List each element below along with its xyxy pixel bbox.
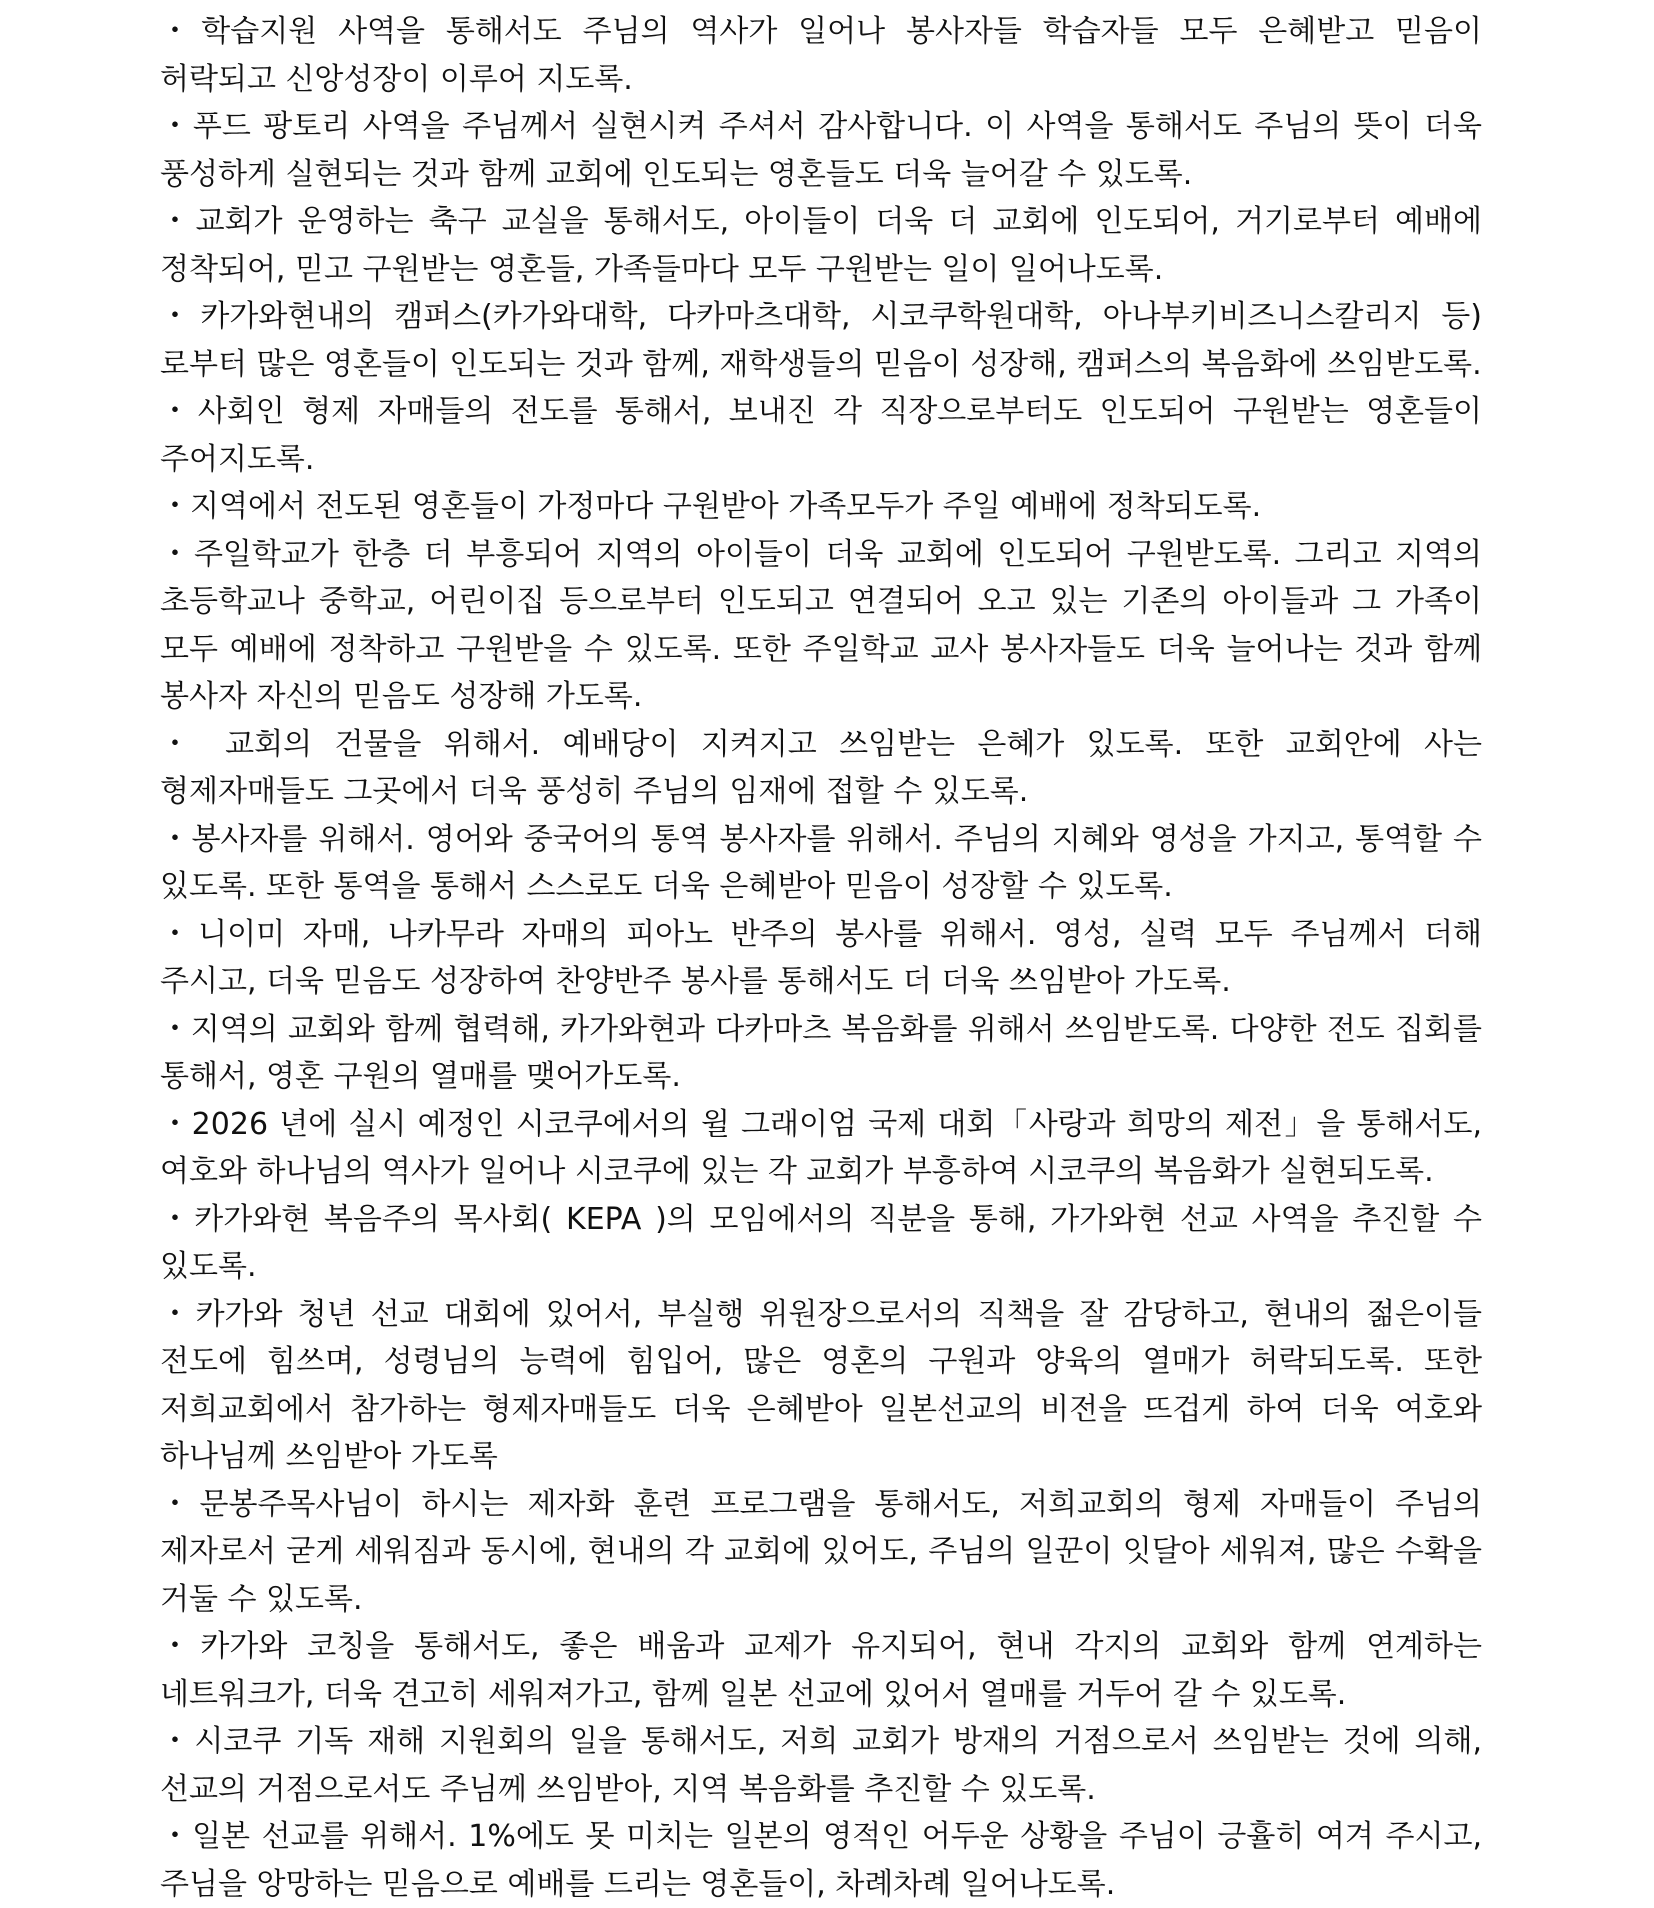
prayer-item: ・카가와현내의 캠퍼스(카가와대학, 다카마츠대학, 시코쿠학원대학, 아나부키비즈니스칼리지 등)로부터 많은 영혼들이 인도되는 것과 함께, 재학생들의 믿음이 성장해, 캠퍼스의 복음화에 쓰임받도록. <box>160 299 1482 382</box>
prayer-item: ・시코쿠 기독 재해 지원회의 일을 통해서도, 저희 교회가 방재의 거점으로서 쓰임받는 것에 의해, 선교의 거점으로서도 주님께 쓰임받아, 지역 복음화를 추진할 수 있도록. <box>160 1724 1482 1807</box>
prayer-item: ・사회인 형제 자매들의 전도를 통해서, 보내진 각 직장으로부터도 인도되어 구원받는 영혼들이 주어지도록. <box>160 394 1482 477</box>
prayer-item: ・푸드 팡토리 사역을 주님께서 실현시켜 주셔서 감사합니다. 이 사역을 통해서도 주님의 뜻이 더욱 풍성하게 실현되는 것과 함께 교회에 인도되는 영혼들도 더욱 늘어갈 수 있도록. <box>160 109 1482 192</box>
prayer-item: ・카가와 청년 선교 대회에 있어서, 부실행 위원장으로서의 직책을 잘 감당하고, 현내의 젊은이들 전도에 힘쓰며, 성령님의 능력에 힘입어, 많은 영혼의 구원과 양육의 열매가 허락되도록. 또한 저희교회에서 참가하는 형제자매들도 더욱 은혜받아 일본선교의 비전을 뜨겁게 하여 더욱 여호와 하나님께 쓰임받아 가도록 <box>160 1296 1482 1474</box>
prayer-item: ・니이미 자매, 나카무라 자매의 피아노 반주의 봉사를 위해서. 영성, 실력 모두 주님께서 더해 주시고, 더욱 믿음도 성장하여 찬양반주 봉사를 통해서도 더 더욱 쓰임받아 가도록. <box>160 916 1482 999</box>
prayer-item: ・주일학교가 한층 더 부흥되어 지역의 아이들이 더욱 교회에 인도되어 구원받도록. 그리고 지역의 초등학교나 중학교, 어린이집 등으로부터 인도되고 연결되어 오고 있는 기존의 아이들과 그 가족이 모두 예배에 정착하고 구원받을 수 있도록. 또한 주일학교 교사 봉사자들도 더욱 늘어나는 것과 함께 봉사자 자신의 믿음도 성장해 가도록. <box>160 536 1482 714</box>
prayer-item: ・카가와현 복음주의 목사회( KEPA )의 모임에서의 직분을 통해, 가가와현 선교 사역을 추진할 수 있도록. <box>160 1201 1482 1284</box>
prayer-item: ・학습지원 사역을 통해서도 주님의 역사가 일어나 봉사자들 학습자들 모두 은혜받고 믿음이 허락되고 신앙성장이 이루어 지도록. <box>160 14 1482 97</box>
prayer-item: ・2026 년에 실시 예정인 시코쿠에서의 윌 그래이엄 국제 대회「사랑과 희망의 제전」을 통해서도, 여호와 하나님의 역사가 일어나 시코쿠에 있는 각 교회가 부흥하여 시코쿠의 복음화가 실현되도록. <box>160 1106 1482 1189</box>
prayer-item: ・일본 선교를 위해서. 1%에도 못 미치는 일본의 영적인 어두운 상황을 주님이 긍휼히 여겨 주시고, 주님을 앙망하는 믿음으로 예배를 드리는 영혼들이, 차례차례 일어나도록. <box>160 1819 1482 1902</box>
prayer-item: ・지역의 교회와 함께 협력해, 카가와현과 다카마츠 복음화를 위해서 쓰임받도록. 다양한 전도 집회를 통해서, 영혼 구원의 열매를 맺어가도록. <box>160 1011 1482 1094</box>
prayer-item: ・문봉주목사님이 하시는 제자화 훈련 프로그램을 통해서도, 저희교회의 형제 자매들이 주님의 제자로서 굳게 세워짐과 동시에, 현내의 각 교회에 있어도, 주님의 일꾼이 잇달아 세워져, 많은 수확을 거둘 수 있도록. <box>160 1486 1482 1617</box>
prayer-item: ・봉사자를 위해서. 영어와 중국어의 통역 봉사자를 위해서. 주님의 지혜와 영성을 가지고, 통역할 수 있도록. 또한 통역을 통해서 스스로도 더욱 은혜받아 믿음이 성장할 수 있도록. <box>160 821 1482 904</box>
prayer-item: ・카가와 코칭을 통해서도, 좋은 배움과 교제가 유지되어, 현내 각지의 교회와 함께 연계하는 네트워크가, 더욱 견고히 세워져가고, 함께 일본 선교에 있어서 열매를 거두어 갈 수 있도록. <box>160 1629 1482 1712</box>
prayer-item: ・ 교회의 건물을 위해서. 예배당이 지켜지고 쓰임받는 은혜가 있도록. 또한 교회안에 사는 형제자매들도 그곳에서 더욱 풍성히 주님의 임재에 접할 수 있도록. <box>160 726 1482 809</box>
prayer-list-document <box>160 8 1482 1908</box>
prayer-item: ・교회가 운영하는 축구 교실을 통해서도, 아이들이 더욱 더 교회에 인도되어, 거기로부터 예배에 정착되어, 믿고 구원받는 영혼들, 가족들마다 모두 구원받는 일이 일어나도록. <box>160 204 1482 287</box>
prayer-item: ・지역에서 전도된 영혼들이 가정마다 구원받아 가족모두가 주일 예배에 정착되도록. <box>160 489 1262 524</box>
